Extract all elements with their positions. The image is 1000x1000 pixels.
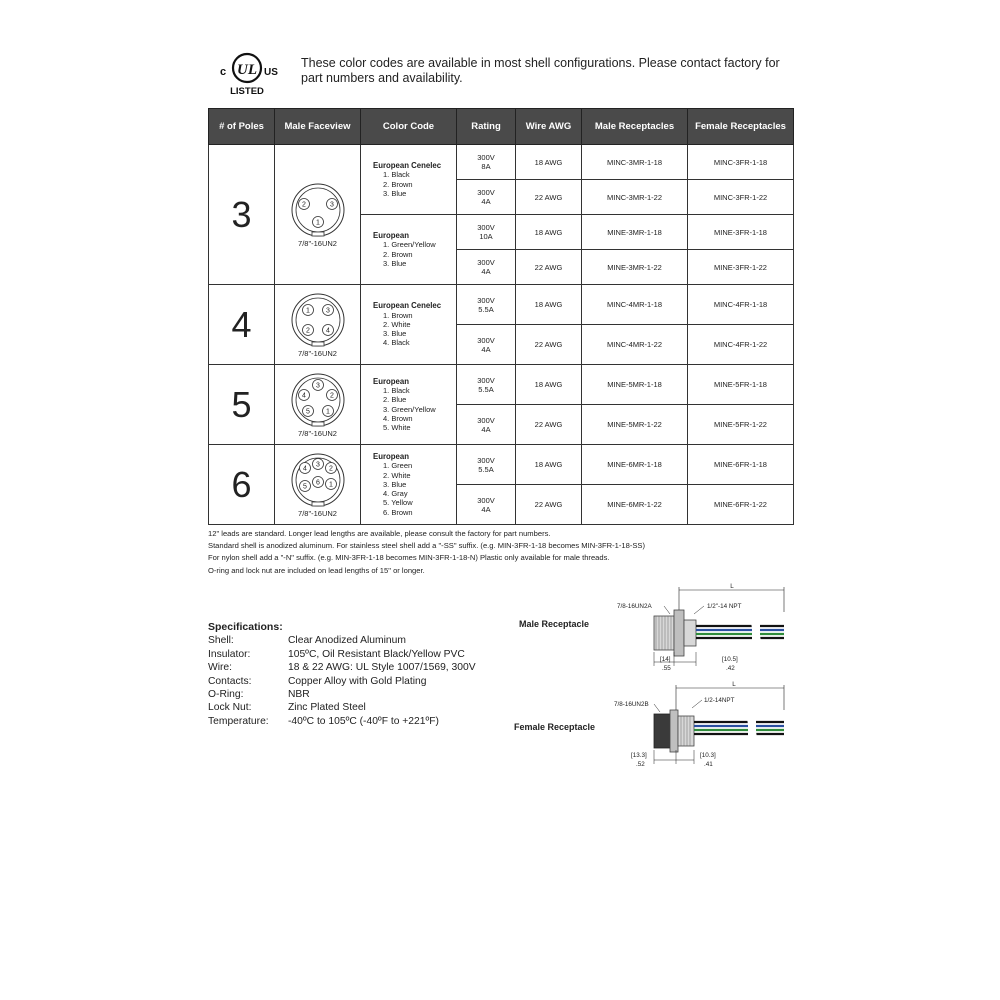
female-part-number: MINE-6FR-1-22 [688,485,794,525]
rating [457,215,516,250]
rating-current: 4A [481,344,491,354]
wire-awg: 22 AWG [516,405,582,445]
pin-icon [326,389,337,400]
male-part-number: MINC-3MR-1-22 [582,180,688,215]
rating-current: 5.5A [478,384,494,394]
female-part-number: MINE-5FR-1-22 [688,405,794,445]
svg-text:1: 1 [305,307,310,315]
color-code-item: 4. Black [383,338,410,348]
spec-value: 105ºC, Oil Resistant Black/Yellow PVC [288,648,465,660]
pin-icon [326,198,337,209]
color-code [361,445,457,525]
female-part-number: MINC-4FR-1-22 [688,325,794,365]
female-part-number: MINE-3FR-1-18 [688,215,794,250]
svg-text:2: 2 [329,392,334,400]
color-code [361,285,457,365]
color-code-item: 6. Brown [383,507,413,517]
pin-icon [302,324,313,335]
svg-text:1/2-14NPT: 1/2-14NPT [704,697,735,704]
rating-current: 4A [481,267,491,276]
color-code-title: European Cenelec [373,301,442,311]
table-row [209,145,794,180]
female-part-number: MINC-4FR-1-18 [688,285,794,325]
pin-icon [322,324,333,335]
rating-voltage: 300V [477,188,495,197]
part-number-table [208,108,794,525]
color-code [361,145,457,215]
table-row [209,285,794,325]
svg-text:3: 3 [329,201,334,209]
thread-spec: 7/8"-16UN2 [298,508,337,518]
pin-icon [312,216,323,227]
rating-current: 4A [481,197,491,206]
svg-text:1/2"-14 NPT: 1/2"-14 NPT [707,603,742,610]
svg-text:[13.3]: [13.3] [631,752,647,759]
spec-key: Contacts: [208,675,252,687]
svg-text:[10.5]: [10.5] [722,656,738,663]
rating-voltage: 300V [477,455,495,465]
thread-spec: 7/8"-16UN2 [298,238,337,248]
pin-icon [312,379,323,390]
male-faceview [275,285,361,365]
male-part-number: MINE-5MR-1-18 [582,365,688,405]
table-body [209,145,794,525]
color-code-item: 5. Yellow [383,498,413,508]
svg-text:7/8-16UN2A: 7/8-16UN2A [617,603,652,610]
rating-voltage: 300V [477,258,495,267]
intro-text: These color codes are available in most shell configurations. Please contact factory for part numbers and availability. [301,56,780,85]
rating [457,365,516,405]
svg-text:.52: .52 [636,761,645,768]
male-faceview [275,365,361,445]
male-faceview [275,445,361,525]
svg-text:3: 3 [315,461,320,469]
wire-awg: 22 AWG [516,180,582,215]
svg-text:4: 4 [325,327,330,335]
rating-voltage: 300V [477,415,495,425]
color-code-item: 3. Blue [383,329,407,339]
color-code-item: 2. Brown [383,179,413,189]
poles-count: 6 [209,445,275,525]
svg-text:2: 2 [301,201,306,209]
wire-awg: 18 AWG [516,365,582,405]
color-code-item: 5. White [383,423,411,433]
svg-text:US: US [264,67,278,78]
rating [457,325,516,365]
color-code-item: 4. Brown [383,413,413,423]
spec-row [208,675,476,688]
color-code-item: 4. Gray [383,489,408,499]
wire-awg: 18 AWG [516,285,582,325]
svg-text:.42: .42 [726,665,735,672]
table-row [209,365,794,405]
rating-voltage: 300V [477,223,495,232]
male-part-number: MINC-3MR-1-18 [582,145,688,180]
rating [457,405,516,445]
spec-key: Lock Nut: [208,702,252,714]
poles-count: 3 [209,145,275,285]
svg-text:2: 2 [328,465,333,473]
color-code [361,215,457,285]
rating-voltage: 300V [477,495,495,505]
spec-row [208,634,476,647]
pin-icon [299,480,310,491]
female-part-number: MINE-3FR-1-22 [688,250,794,285]
svg-text:2: 2 [305,327,310,335]
rating [457,445,516,485]
male-faceview [275,145,361,285]
wire-awg: 18 AWG [516,445,582,485]
color-code-item: 1. Green/Yellow [383,240,436,250]
specifications-title: Specifications: [208,621,283,633]
spec-key: Shell: [208,635,234,647]
rating-current: 5.5A [478,304,494,314]
female-receptacle-drawing [612,680,792,770]
color-code-item: 2. Blue [383,395,407,405]
svg-text:LISTED: LISTED [230,86,264,97]
spec-row [208,661,476,674]
svg-text:3: 3 [315,382,320,390]
male-part-number: MINE-6MR-1-22 [582,485,688,525]
color-code-item: 3. Green/Yellow [383,404,436,414]
connector-face-icon [287,292,349,348]
spec-value: Copper Alloy with Gold Plating [288,675,427,687]
svg-text:L: L [732,681,736,688]
color-code-item: 1. Brown [383,310,413,320]
pin-icon [299,462,310,473]
svg-text:1: 1 [328,481,333,489]
wire-awg: 22 AWG [516,250,582,285]
svg-text:.41: .41 [704,761,713,768]
svg-text:4: 4 [301,392,306,400]
spec-row [208,648,476,661]
male-part-number: MINC-4MR-1-18 [582,285,688,325]
female-part-number: MINC-3FR-1-22 [688,180,794,215]
rating-voltage: 300V [477,295,495,305]
wire-awg: 22 AWG [516,485,582,525]
male-part-number: MINE-6MR-1-18 [582,445,688,485]
pin-icon [325,478,336,489]
pin-icon [312,476,323,487]
rating-current: 8A [481,162,491,171]
svg-text:.55: .55 [662,665,671,672]
female-part-number: MINC-3FR-1-18 [688,145,794,180]
svg-text:1: 1 [315,219,320,227]
svg-text:1: 1 [325,408,330,416]
header-rating: Rating [457,109,516,145]
rating [457,285,516,325]
color-code-item: 1. Green [383,461,413,471]
female-receptacle-label: Female Receptacle [514,722,596,732]
pin-icon [302,304,313,315]
thread-spec: 7/8"-16UN2 [298,348,337,358]
svg-text:3: 3 [325,307,330,315]
specifications [208,621,476,728]
wire-awg: 18 AWG [516,145,582,180]
female-part-number: MINE-5FR-1-18 [688,365,794,405]
spec-row [208,688,476,701]
rating-current: 5.5A [478,464,494,474]
male-receptacle-drawing [612,582,792,672]
table-row [209,445,794,485]
rating-voltage: 300V [477,153,495,162]
header-poles: # of Poles [209,109,275,145]
svg-text:[10.3]: [10.3] [700,752,716,759]
pin-icon [325,462,336,473]
connector-face-icon [287,452,349,508]
thread-spec: 7/8"-16UN2 [298,428,337,438]
header-female-receptacles: Female Receptacles [688,109,794,145]
pin-icon [312,458,323,469]
color-code-title: European [373,376,409,386]
spec-value: Clear Anodized Aluminum [288,635,406,647]
color-code-item: 2. White [383,470,411,480]
rating-current: 10A [479,232,493,241]
color-code-title: European Cenelec [373,160,442,170]
svg-text:6: 6 [315,479,320,487]
male-receptacle-label: Male Receptacle [519,619,590,629]
footnote: O-ring and lock nut are included on lead lengths of 15" or longer. [208,565,425,575]
footnote: For nylon shell add a "-N" suffix. (e.g. MIN-3FR-1-18 becomes MIN-3FR-1-18-N) Plastic only available for male threads. [208,553,610,563]
color-code-item: 2. Brown [383,249,413,259]
male-part-number: MINC-4MR-1-22 [582,325,688,365]
header-faceview: Male Faceview [275,109,361,145]
svg-text:c: c [219,66,227,78]
svg-text:L: L [730,583,734,590]
pin-icon [322,304,333,315]
spec-key: Temperature: [208,715,269,727]
rating [457,145,516,180]
female-part-number: MINE-6FR-1-18 [688,445,794,485]
pin-icon [298,198,309,209]
spec-key: O-Ring: [208,689,244,701]
connector-face-icon [287,182,349,238]
spec-value: NBR [288,689,310,701]
color-code-title: European [373,451,409,461]
spec-row [208,715,476,728]
spec-value: 18 & 22 AWG: UL Style 1007/1569, 300V [288,662,476,674]
rating-voltage: 300V [477,375,495,385]
header-male-receptacles: Male Receptacles [582,109,688,145]
svg-text:UL: UL [237,62,257,78]
svg-text:5: 5 [302,483,307,491]
color-code [361,365,457,445]
header-wire-awg: Wire AWG [516,109,582,145]
poles-count: 5 [209,365,275,445]
rating-current: 4A [481,424,491,434]
spec-value: -40ºC to 105ºC (-40ºF to +221ºF) [288,715,439,727]
footnotes [208,528,768,577]
connector-face-icon [287,372,349,428]
color-code-item: 3. Blue [383,258,407,268]
color-code-item: 3. Blue [383,479,407,489]
rating-voltage: 300V [477,335,495,345]
color-code-item: 1. Black [383,170,410,180]
spec-row [208,701,476,714]
header-color-code: Color Code [361,109,457,145]
spec-key: Wire: [208,662,233,674]
wire-awg: 18 AWG [516,215,582,250]
svg-text:7/8-16UN2B: 7/8-16UN2B [614,701,649,708]
footnote: 12" leads are standard. Longer lead lengths are available, please consult the factory for part numbers. [208,529,551,538]
color-code-item: 2. White [383,319,411,329]
spec-key: Insulator: [208,648,251,660]
poles-count: 4 [209,285,275,365]
pin-icon [302,405,313,416]
rating [457,180,516,215]
footnote: Standard shell is anodized aluminum. For stainless steel shell add a "-SS" suffix. (e.g. MIN-3FR-1-18 becomes MIN-3FR-1-18-SS) [208,541,646,551]
svg-text:4: 4 [302,465,307,473]
pin-icon [322,405,333,416]
table-header-row [209,109,794,145]
rating [457,250,516,285]
pin-icon [298,389,309,400]
wire-awg: 22 AWG [516,325,582,365]
rating [457,485,516,525]
male-part-number: MINE-3MR-1-22 [582,250,688,285]
color-code-title: European [373,230,409,240]
rating-current: 4A [481,504,491,514]
male-part-number: MINE-5MR-1-22 [582,405,688,445]
ul-listed-logo [214,48,280,98]
male-part-number: MINE-3MR-1-18 [582,215,688,250]
svg-text:[14]: [14] [660,656,671,663]
svg-text:5: 5 [305,408,310,416]
color-code-item: 3. Blue [383,188,407,198]
color-code-item: 1. Black [383,385,410,395]
spec-value: Zinc Plated Steel [288,702,366,714]
